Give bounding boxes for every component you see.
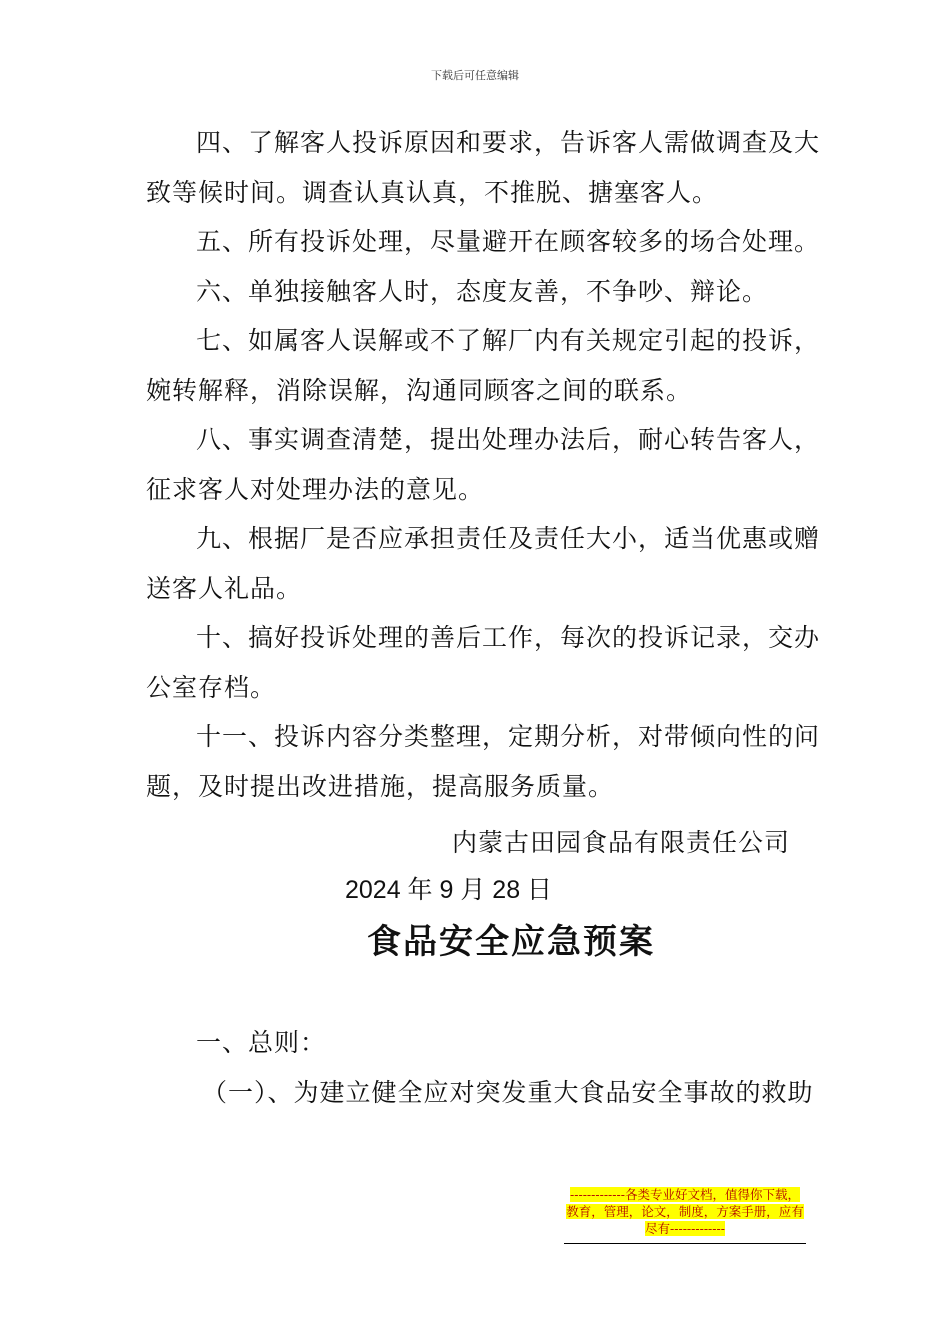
- section-heading: 一、总则：: [196, 1028, 327, 1057]
- ad-text: -------------各类专业好文档，值得你下载，教育，管理，论文，制度，方案手册，应有尽有-------------: [566, 1187, 804, 1236]
- paragraph-10: 十、搞好投诉处理的善后工作，每次的投诉记录，交办公室存档。: [146, 623, 821, 702]
- paragraph-9: 九、根据厂是否应承担责任及责任大小，适当优惠或赠送客人礼品。: [146, 524, 821, 603]
- section-general: [146, 1018, 826, 1117]
- paragraph-6: 六、单独接触客人时，态度友善，不争吵、辩论。: [196, 276, 769, 306]
- document-body: [146, 118, 826, 811]
- paragraph-5: 五、所有投诉处理，尽量避开在顾客较多的场合处理。: [196, 227, 821, 256]
- paragraph-11: 十一、投诉内容分类整理，定期分析，对带倾向性的问题，及时提出改进措施，提高服务质量。: [146, 722, 821, 801]
- document-date: 2024 年 9 月 28 日: [345, 876, 553, 904]
- paragraph-8: 八、事实调查清楚，提出处理办法后，耐心转告客人，征求客人对处理办法的意见。: [146, 425, 821, 504]
- ad-banner: [564, 1186, 806, 1244]
- company-signature: 内蒙古田园食品有限责任公司: [452, 828, 791, 857]
- paragraph-4: 四、了解客人投诉原因和要求，告诉客人需做调查及大致等候时间。调查认真认真，不推脱、搪塞客人。: [146, 128, 821, 207]
- section-item-1: （一）、为建立健全应对突发重大食品安全事故的救助: [202, 1077, 814, 1107]
- ad-text-wrapper: [564, 1186, 806, 1237]
- document-title: 食品安全应急预案: [367, 922, 655, 962]
- paragraph-7: 七、如属客人误解或不了解厂内有关规定引起的投诉，婉转解释，消除误解，沟通同顾客之间的联系。: [146, 326, 821, 405]
- header-note: 下载后可任意编辑: [431, 69, 519, 82]
